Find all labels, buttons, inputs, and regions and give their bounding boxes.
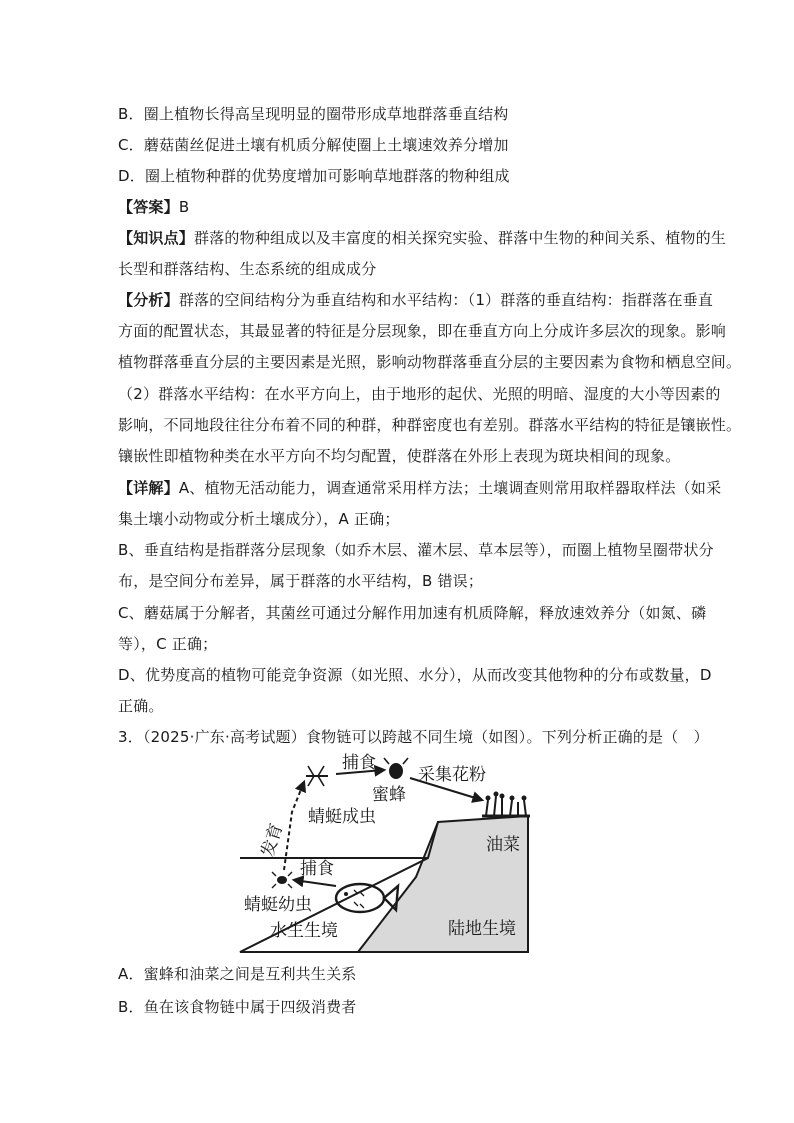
label-adult: 蜻蜓成虫 <box>308 807 376 827</box>
label-rapeseed: 油菜 <box>486 835 520 855</box>
analysis-line-3: 植物群落垂直分层的主要因素是光照，影响动物群落垂直分层的主要因素为食物和栖息空间。 <box>118 353 742 371</box>
arrow-prey-bottom <box>294 880 336 886</box>
label-collect-pollen: 采集花粉 <box>418 765 486 785</box>
q3-option-a: A．蜜蜂和油菜之间是互利共生关系 <box>118 965 357 983</box>
detail-tag: 【详解】 <box>118 479 179 497</box>
answer-value: B <box>178 198 190 216</box>
analysis-line-5: 影响，不同地段往往分布着不同的种群，种群密度也有差别。群落水平结构的特征是镶嵌性。 <box>118 416 742 434</box>
detail-line-6: 等），C 正确； <box>118 635 218 653</box>
label-develop: 发育 <box>257 821 288 860</box>
detail-line-4: 布，是空间分布差异，属于群落的水平结构，B 错误； <box>118 572 484 590</box>
knowledge-line-2: 长型和群落结构、生态系统的组成成分 <box>118 260 377 278</box>
analysis-tag: 【分析】 <box>118 291 179 309</box>
analysis-line-4: （2）群落水平结构：在水平方向上，由于地形的起伏、光照的明暗、湿度的大小等因素的 <box>118 385 721 403</box>
detail-text: A、植物无活动能力，调查通常采用样方法；土壤调查则常用取样器取样法（如采 <box>178 479 722 497</box>
rapeseed-plant-icon <box>482 792 530 817</box>
detail-line-1 <box>118 478 721 498</box>
label-prey-top: 捕食 <box>342 753 376 773</box>
analysis-line-6: 镶嵌性即植物种类在水平方向不均匀配置，使群落在外形上表现为斑块相间的现象。 <box>118 447 681 465</box>
dragonfly-adult-icon <box>306 766 328 786</box>
detail-line-2: 集土壤小动物或分析土壤成分），A 正确； <box>118 510 400 528</box>
detail-line-7: D、优势度高的植物可能竞争资源（如光照、水分），从而改变其他物种的分布或数量，D <box>118 666 712 684</box>
option-c: C．蘑菇菌丝促进土壤有机质分解使圈上土壤速效养分增加 <box>118 136 509 154</box>
question-3: 3．（2025·广东·高考试题）食物链可以跨越不同生境（如图）。下列分析正确的是（ ） <box>118 728 709 746</box>
analysis-line-2: 方面的配置状态，其最显著的特征是分层现象，即在垂直方向上分成许多层次的现象。影响 <box>118 322 727 340</box>
knowledge-tag: 【知识点】 <box>118 229 195 247</box>
label-land: 陆地生境 <box>448 919 516 939</box>
detail-line-5: C、蘑菇属于分解者，其菌丝可通过分解作用加速有机质降解，释放速效养分（如氮、磷 <box>118 604 707 622</box>
knowledge-text: 群落的物种组成以及丰富度的相关探究实验、群落中生物的种间关系、植物的生 <box>194 229 727 247</box>
analysis-text: 群落的空间结构分为垂直结构和水平结构：（1）群落的垂直结构：指群落在垂直 <box>178 291 714 309</box>
label-nymph: 蜻蜓幼虫 <box>244 895 312 915</box>
answer-tag: 【答案】 <box>118 198 179 216</box>
label-prey-bottom: 捕食 <box>300 859 334 879</box>
option-d: D．圈上植物种群的优势度增加可影响草地群落的物种组成 <box>118 167 510 185</box>
knowledge-line-1 <box>118 228 726 248</box>
food-chain-figure <box>238 752 556 956</box>
detail-line-3: B、垂直结构是指群落分层现象（如乔木层、灌木层、草本层等），而圈上植物呈圈带状分 <box>118 541 714 559</box>
dragonfly-nymph-icon <box>272 872 292 888</box>
bee-icon <box>384 758 408 779</box>
detail-line-8: 正确。 <box>118 697 164 715</box>
q3-option-b: B．鱼在该食物链中属于四级消费者 <box>118 998 357 1016</box>
answer-line <box>118 197 189 217</box>
label-bee: 蜜蜂 <box>372 785 406 805</box>
analysis-line-1 <box>118 290 713 310</box>
option-b: B．圈上植物长得高呈现明显的圈带形成草地群落垂直结构 <box>118 105 509 123</box>
label-aquatic: 水生生境 <box>270 921 338 941</box>
arrow-develop <box>284 782 304 870</box>
